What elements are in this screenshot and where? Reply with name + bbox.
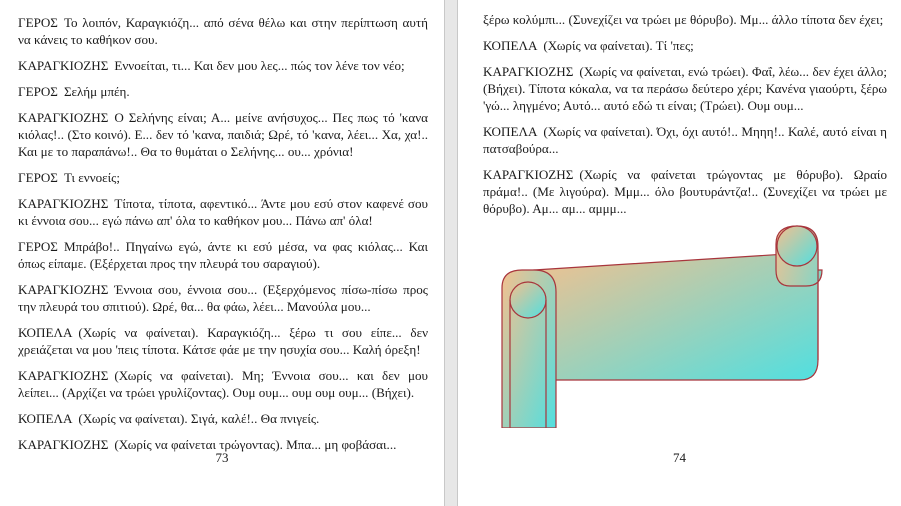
speaker-name: ΓΕΡΟΣ (18, 84, 58, 99)
dialogue-text: ξέρω κολύμπι... (Συνεχίζει να τρώει με θόρυβο). Μμ... άλλο τίποτα δεν έχει; (483, 12, 884, 27)
speaker-name: ΚΑΡΑΓΚΙΟΖΗΣ (483, 167, 574, 182)
dialogue-paragraph (18, 324, 428, 358)
dialogue-text: (Χωρίς να φαίνεται). Σιγά, καλέ!.. Θα πνιγείς. (78, 411, 320, 426)
dialogue-text: (Χωρίς να φαίνεται, ενώ τρώει). Φαΐ, λέω... δεν έχει άλλο; (Βήχει). Τίποτα κόκαλα, να τα περάσω δεύτερο χέρι; Κανένα γιαούρτι, ξέρω 'γώ... ληγμένο; Αυτό... αυτό εδώ τι είναι; (Τρώει). Ουμ ουμ... (483, 64, 887, 113)
dialogue-paragraph (18, 195, 428, 229)
left-page-text (18, 14, 428, 453)
dialogue-paragraph (18, 367, 428, 401)
dialogue-text: Τι εννοείς; (63, 170, 121, 185)
right-page-text (483, 11, 887, 217)
dialogue-text: (Χωρίς να φαίνεται). Τί 'πες; (543, 38, 694, 53)
speaker-name: ΚΑΡΑΓΚΙΟΖΗΣ (18, 110, 109, 125)
speaker-name: ΚΑΡΑΓΚΙΟΖΗΣ (483, 64, 574, 79)
dialogue-paragraph (483, 63, 887, 114)
dialogue-paragraph (18, 83, 428, 100)
speaker-name: ΚΑΡΑΓΚΙΟΖΗΣ (18, 282, 109, 297)
dialogue-paragraph (18, 14, 428, 48)
scroll-roll-top-curl (777, 226, 817, 266)
dialogue-paragraph (18, 57, 428, 74)
dialogue-text: Τίποτα, τίποτα, αφεντικό... Άντε μου εσύ στον καφενέ σου κι έννοια σου... εγώ πάνω απ' όλα το καθήκον μου... Πάνω απ' όλα! (18, 196, 428, 228)
right-page (458, 0, 901, 506)
speaker-name: ΚΟΠΕΛΑ (18, 411, 73, 426)
dialogue-text: Εννοείται, τι... Και δεν μου λες... πώς τον λένε τον νέο; (114, 58, 405, 73)
dialogue-text: Σελήμ μπέη. (63, 84, 130, 99)
dialogue-text: Έννοια σου, έννοια σου... (Εξερχόμενος πίσω-πίσω προς την πλευρά του σπιτιού). Ωρέ, θα... θα φάω, λέει... Μανούλα μου... (18, 282, 428, 314)
dialogue-paragraph (483, 11, 887, 28)
dialogue-text: Το λοιπόν, Καραγκιόζη... από σένα θέλω και στην περίπτωση αυτή να κάνεις το καθήκον σου. (18, 15, 428, 47)
scroll-roll-left-curl (510, 282, 546, 318)
speaker-name: ΚΑΡΑΓΚΙΟΖΗΣ (18, 196, 109, 211)
dialogue-paragraph (483, 37, 887, 54)
page-number: 74 (673, 450, 686, 465)
dialogue-text: (Χωρίς να φαίνεται). Όχι, όχι αυτό!.. Μηηη!.. Καλέ, αυτό είναι η πατσαβούρα... (483, 124, 887, 156)
page-gutter-edge (444, 0, 445, 506)
dialogue-text: Μπράβο!.. Πηγαίνω εγώ, άντε κι εσύ μέσα, να φας κιόλας... Και όπως είπαμε. (Εξέρχεται προς την πλευρά του σαραγιού). (18, 239, 428, 271)
speaker-name: ΓΕΡΟΣ (18, 239, 58, 254)
dialogue-text: (Χωρίς να φαίνεται). Μη; Έννοια σου... και δεν μου λείπει... (Αρχίζει να τρώει γρυλίζοντας). Ουμ ουμ... ουμ ουμ ουμ... (Βήχει). (18, 368, 428, 400)
left-page (0, 0, 444, 506)
scroll-banner-image (500, 208, 866, 428)
scroll-banner-body (534, 252, 818, 380)
speaker-name: ΚΑΡΑΓΚΙΟΖΗΣ (18, 437, 109, 452)
dialogue-paragraph (18, 109, 428, 160)
dialogue-text: (Χωρίς να φαίνεται τρώγοντας με θόρυβο). Ωραίο πράμα!.. (Με λιγούρα). Μμμ... όλο βουτυράντζα!.. (Συνεχίζει να τρώει με θόρυβο). Αμ... αμ... αμμμ... (483, 167, 887, 216)
dialogue-paragraph (18, 281, 428, 315)
speaker-name: ΚΟΠΕΛΑ (18, 325, 73, 340)
speaker-name: ΚΑΡΑΓΚΙΟΖΗΣ (18, 58, 109, 73)
speaker-name: ΓΕΡΟΣ (18, 15, 58, 30)
dialogue-text: (Χωρίς να φαίνεται τρώγοντας). Μπα... μη φοβάσαι... (114, 437, 397, 452)
dialogue-paragraph (483, 123, 887, 157)
dialogue-text: Ο Σελήνης είναι; Α... μείνε ανήσυχος... Πες πως τό 'κανα κιόλας!.. (Στο κοινό). Ε... δεν τό 'κανα, παιδιά; Ωρέ, τό 'κανα, λέει... Χα, χα!.. Και με το παραπάνω!.. Θα το θυμάται ο Σελήνης... ου... χρόνια! (18, 110, 428, 159)
dialogue-text: (Χωρίς να φαίνεται). Καραγκιόζη... ξέρω τι σου είπε... δεν χρειάζεται να μου 'πεις τίποτα. Κάτσε φάε με την ησυχία σου... Καλή όρεξη! (18, 325, 428, 357)
dialogue-paragraph (18, 169, 428, 186)
speaker-name: ΓΕΡΟΣ (18, 170, 58, 185)
page-number: 73 (215, 450, 229, 465)
dialogue-paragraph (18, 410, 428, 427)
speaker-name: ΚΑΡΑΓΚΙΟΖΗΣ (18, 368, 109, 383)
speaker-name: ΚΟΠΕΛΑ (483, 38, 538, 53)
dialogue-paragraph (18, 238, 428, 272)
speaker-name: ΚΟΠΕΛΑ (483, 124, 538, 139)
